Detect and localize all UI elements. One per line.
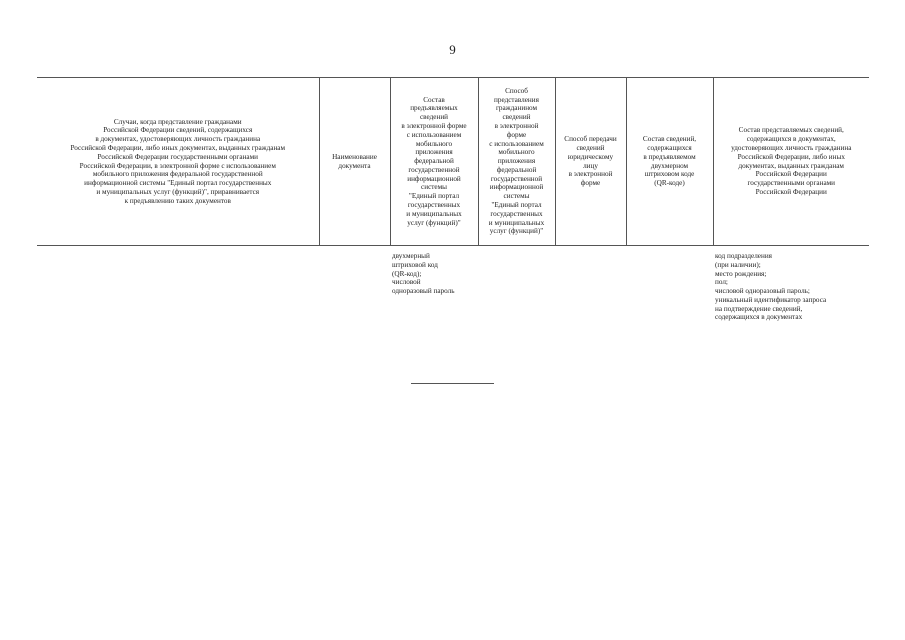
- documents-table: [37, 77, 869, 324]
- header-submission-method: Способ представления гражданином сведений в электронной форме с использованием мобильного приложения федеральной государственной информационной системы "Единый портал государственных и муниципальных услуг (функций)": [478, 78, 555, 246]
- header-transfer-method: Способ передачи сведений юридическому лицу в электронной форме: [555, 78, 626, 246]
- table-header-row: [37, 78, 869, 246]
- table-cell: [626, 246, 713, 325]
- table-cell: двухмерный штриховой код (QR-код); числовой одноразовый пароль: [392, 252, 455, 296]
- table-row: [37, 246, 869, 325]
- table-cell: [37, 246, 319, 325]
- page-number: 9: [449, 42, 456, 57]
- header-document-name: Наименование документа: [319, 78, 390, 246]
- header-submitted-data: Состав представляемых сведений, содержащихся в документах, удостоверяющих личность гражданина Российской Федерации, либо иных документах, выданных гражданам Российской Федерации государственными органами Российской Федерации: [713, 78, 869, 246]
- header-presented-data: Состав предъявляемых сведений в электронной форме с использованием мобильного приложения федеральной государственной информационной системы "Единый портал государственных и муниципальных услуг (функций)": [390, 78, 478, 246]
- table-cell: [319, 246, 390, 325]
- table-cell: [555, 246, 626, 325]
- header-cases: Случаи, когда представление гражданами Российской Федерации сведений, содержащихся в документах, удостоверяющих личность гражданина Российской Федерации, либо иных документах, выданных гражданам Российской Федерации государственными органами Российской Федерации, в электронной форме с использованием мобильного приложения федеральной государственной информационной системы "Единый портал государственных и муниципальных услуг (функций)", приравнивается к предъявлению таких документов: [37, 78, 319, 246]
- footnote-divider: [411, 383, 494, 384]
- table-cell: код подразделения (при наличии); место рождения; пол; числовой одноразовый пароль; уникальный идентификатор запроса на подтверждение сведений, содержащихся в документах: [715, 252, 827, 322]
- header-qr-contents: Состав сведений, содержащихся в предъявляемом двухмерном штриховом коде (QR-коде): [626, 78, 713, 246]
